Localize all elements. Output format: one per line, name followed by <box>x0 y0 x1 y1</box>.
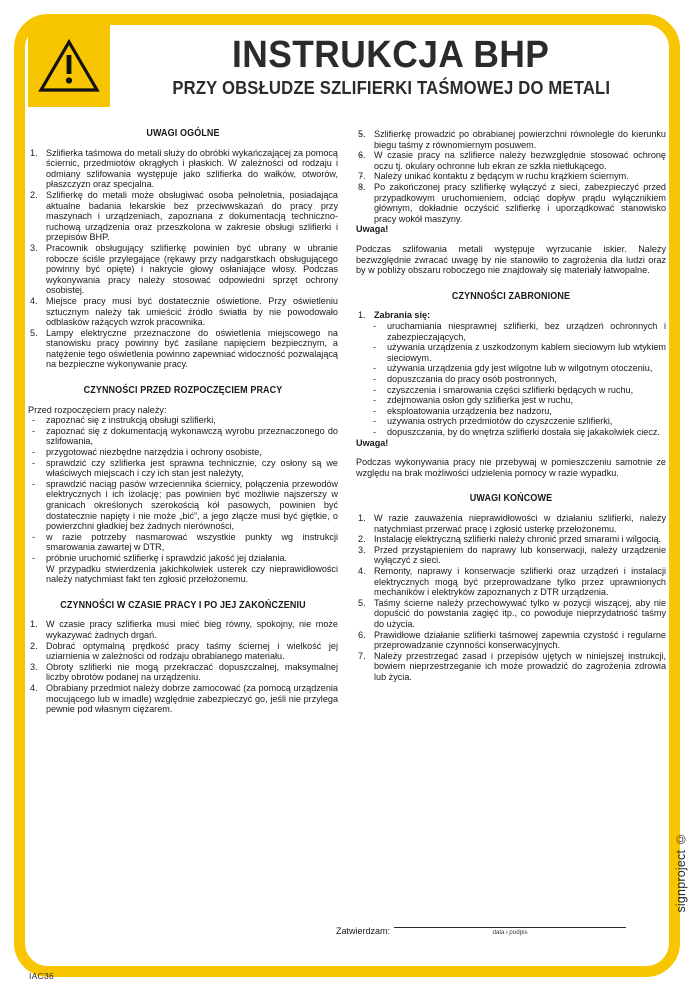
poster-header <box>28 25 666 109</box>
list-item: Przed przystąpieniem do naprawy lub konserwacji, należy urządzenie wyłączyć z sieci. <box>374 544 666 566</box>
list-item: - czyszczenia i smarowania części szlifierki będących w ruchu, <box>373 385 666 396</box>
list-item: Pracownik obsługujący szlifierkę powinien być ubrany w ubranie robocze ściśle przylegające (rękawy przy nadgarstkach obsługującego powinny być opięte) i nakrycie głowy osłaniające włosy. Podczas wykonywania pracy należy stosować odpowiedni sprzęt ochrony osobistej. <box>46 242 338 296</box>
list-item: Remonty, naprawy i konserwacje szlifierki oraz urządzeń i instalacji elektrycznych mogą być przeprowadzane tylko przez uprawnionych mechaników i elektryków zapoznanych z DTR urządzenia. <box>374 565 666 598</box>
list-item: - dopuszczania, by do wnętrza szlifierki dostała się jakakolwiek ciecz. <box>373 427 666 438</box>
list-item-text: Szlifierkę prowadzić po obrabianej powierzchni równolegle do kierunku biegu taśmy z równomiernym posuwem. <box>374 129 666 150</box>
list-item-text: Po zakończonej pracy szlifierkę wyłączyć z sieci, zabezpieczyć przed przypadkowym uruchomieniem, odciąć dopływ prądu wyłącznikiem głównym, dokładnie oczyścić szlifierkę i uporządkować stanowisko pracy wokół maszyny. <box>374 181 666 224</box>
list-item-number: - 6. <box>358 150 366 161</box>
section-heading-forbidden: CZYNNOŚCI ZABRONIONE <box>451 290 571 302</box>
document-code: IAC36 <box>29 971 54 981</box>
list-item: - zapoznać się z instrukcją obsługi szlifierki, <box>28 415 338 426</box>
section-heading-before-work: CZYNNOŚCI PRZED ROZPOCZĘCIEM PRACY <box>83 385 283 397</box>
list-item: Instalację elektryczną szlifierki należy chronić przed smarami i wilgocią. <box>374 534 662 545</box>
right-column <box>356 129 666 919</box>
list-item: - zapoznać się z dokumentacją wykonawczą wyrobu przeznaczonego do szlifowania, <box>28 426 338 447</box>
list-item: - eksploatowania urządzenia bez nadzoru, <box>373 406 666 417</box>
list-item: - używania urządzenia z uszkodzonym kablem sieciowym lub wtykiem sieciowym. <box>373 342 666 363</box>
list-item: Obroty szlifierki nie mogą przekraczać dopuszczalnej, maksymalnej liczby obrotów podanej na urządzeniu. <box>46 661 338 683</box>
list-item: Obrabiany przedmiot należy dobrze zamocować (za pomocą urządzenia mocującego lub w imadle) względnie zabezpieczyć go, jeśli nie przylega pewnie pod własnym ciężarem. <box>46 682 338 715</box>
list-item: - używania urządzenia gdy jest wilgotne lub w wilgotnym otoczeniu, <box>373 363 666 374</box>
page-title: INSTRUKCJA BHP <box>232 34 550 77</box>
list-item: Szlifierka taśmowa do metali służy do obróbki wykańczającej za pomocą ściernic, przedmiotów okrągłych i płaskich. W zależności od rodzaju i odmiany szlifowania występuje jako szlifierka do wałków, otworów, płaszczyzn oraz specjalna. <box>46 147 338 190</box>
list-item: Dobrać optymalną prędkość pracy taśmy ściernej i wielkość jej uziarnienia w zależności od rodzaju obrabianego materiału. <box>46 640 338 662</box>
forbidden-list <box>373 321 666 438</box>
list-item: - dopuszczania do pracy osób postronnych, <box>373 374 666 385</box>
list-item-text: Należy unikać kontaktu z będącym w ruchu krążkiem ściernym. <box>374 171 629 182</box>
before-work-closing: W przypadku stwierdzenia jakichkolwiek usterek czy nieprawidłowości należy natychmiast fakt ten zgłosić przełożonemu. <box>46 563 338 585</box>
content-columns <box>28 129 666 919</box>
list-item: - przygotować niezbędne narzędzia i ochrony osobiste, <box>28 447 338 458</box>
forbidden-item-1 <box>356 310 666 321</box>
list-item <box>356 182 666 224</box>
list-item: Szlifierkę do metali może obsługiwać osoba pełnoletnia, posiadająca aktualne badania lekarskie bez przeciwwskazań do pracy przy maszynach i urządzeniach, zapoznana z dokumentacją techniczno-ruchową urządzenia oraz przeszkolona w zakresie obsługi szlifierki i przepisów BHP. <box>46 189 338 243</box>
before-work-lead: Przed rozpoczęciem pracy należy: <box>28 404 167 415</box>
before-work-list <box>28 415 338 563</box>
list-item <box>356 150 666 171</box>
approval-field[interactable] <box>394 916 626 936</box>
list-item: Należy przestrzegać zasad i przepisów ujętych w niniejszej instrukcji, bowiem nieprzestrzeganie ich może prowadzić do zagrożenia zdrowia lub życia. <box>374 650 666 682</box>
list-item-number: - 5. <box>358 129 366 139</box>
list-item-number: - 7. <box>358 171 366 182</box>
page-subtitle: PRZY OBSŁUDZE SZLIFIERKI TAŚMOWEJ DO METALI <box>172 77 610 99</box>
list-item-text: W czasie pracy na szlifierce należy bezwzględnie stosować ochronę oczu tj. okulary ochronne lub ekran ze szkła nietłukącego. <box>374 150 666 171</box>
signature-caption: data i podpis <box>492 929 528 936</box>
list-item: - próbnie uruchomić szlifierkę i sprawdzić jakość jej działania. <box>28 553 338 564</box>
left-column <box>28 129 338 919</box>
list-item-number: 1. <box>358 310 366 321</box>
warning-label-sparks: Uwaga! <box>356 224 389 235</box>
list-item: - sprawdzić czy szlifierka jest sprawna technicznie, czy osłony są we właściwych miejscach i czy ich stan jest należyty, <box>28 458 338 479</box>
section-heading-general: UWAGI OGÓLNE <box>146 128 220 139</box>
poster-inner <box>25 25 669 966</box>
list-item: W czasie pracy szlifierka musi mieć bieg równy, spokojny, nie może wykazywać żadnych drgań. <box>46 619 338 640</box>
section-heading-during-work: CZYNNOŚCI W CZASIE PRACY I PO JEJ ZAKOŃCZENIU <box>60 599 306 611</box>
signature-line[interactable] <box>394 916 626 928</box>
warning-text-alone: Podczas wykonywania pracy nie przebywaj w pomieszczeniu samotnie ze względu na brak możliwości udzielenia pomocy w razie wypadku. <box>356 457 666 478</box>
forbidden-label: Zabrania się: <box>374 310 431 321</box>
list-item: W razie zauważenia nieprawidłowości w działaniu szlifierki, należy natychmiast przerwać pracę i zgłosić usterkę przełożonemu. <box>374 513 666 534</box>
list-item <box>356 171 666 182</box>
list-item: Miejsce pracy musi być dostatecznie oświetlone. Przy oświetleniu sztucznym należy tak umieścić źródło światła by nie powodowało odblasków rażących wzrok pracownika. <box>46 295 338 328</box>
brand-watermark: signproject © <box>674 832 688 913</box>
list-item <box>356 129 666 150</box>
during-work-list <box>28 619 338 714</box>
approval-label: Zatwierdzam: <box>336 926 391 936</box>
list-item: - używania ostrych przedmiotów do czyszczenie szlifierki, <box>373 416 666 427</box>
list-item: Lampy elektryczne przeznaczone do oświetlenia miejscowego na stanowisku pracy powinny być zasilane napięciem bezpiecznym, a natężenie tego oświetlenia powinno zapewniać widoczność pozwalającą na bezpieczne wykonywanie pracy. <box>46 327 338 370</box>
final-notes-list <box>356 513 666 683</box>
list-item: Taśmy ścierne należy przechowywać tylko w pozycji wiszącej, aby nie dopuścić do powstania zagięć itp., co powoduje nieprzydatność taśmy do użycia. <box>374 597 666 629</box>
approval-block <box>336 916 626 936</box>
list-item: - zdejmowania osłon gdy szlifierka jest w ruchu, <box>373 395 666 406</box>
list-item: - uruchamiania niesprawnej szlifierki, bez urządzeń ochronnych i zabezpieczających, <box>373 321 666 342</box>
warning-triangle-icon <box>28 25 110 107</box>
during-work-continued-list <box>356 129 666 224</box>
warning-text-sparks: Podczas szlifowania metali występuje wyrzucanie iskier. Należy bezwzględnie zwracać uwagę by nie stanowiło to zagrożenia dla ludzi oraz by w pobliży obszaru roboczego nie znajdowały się materiały łatwopalne. <box>356 244 666 276</box>
general-notes-list <box>28 148 338 370</box>
list-item: - w razie potrzeby nasmarować wszystkie punkty wg instrukcji smarowania zawartej w DTR, <box>28 532 338 553</box>
list-item: Prawidłowe działanie szlifierki taśmowej zapewnia czystość i regularne przeprowadzanie czynności konserwacyjnych. <box>374 629 666 651</box>
list-item: - sprawdzić naciąg pasów wrzeciennika ściernicy, połączenia przewodów elektrycznych i ich izolację; pas powinien być możliwie najszerszy w granicach określonych szerokością kół pasowych, powinien być dostatecznie napięty i nie może „bić”, a jego złącze musi być giętkie, o powierzchni gładkiej bez żadnych nierówności, <box>28 479 338 532</box>
section-heading-final: UWAGI KOŃCOWE <box>469 493 553 505</box>
list-item-number: - 8. <box>358 181 366 192</box>
warning-label-alone: Uwaga! <box>356 437 389 448</box>
header-titles <box>110 25 666 109</box>
